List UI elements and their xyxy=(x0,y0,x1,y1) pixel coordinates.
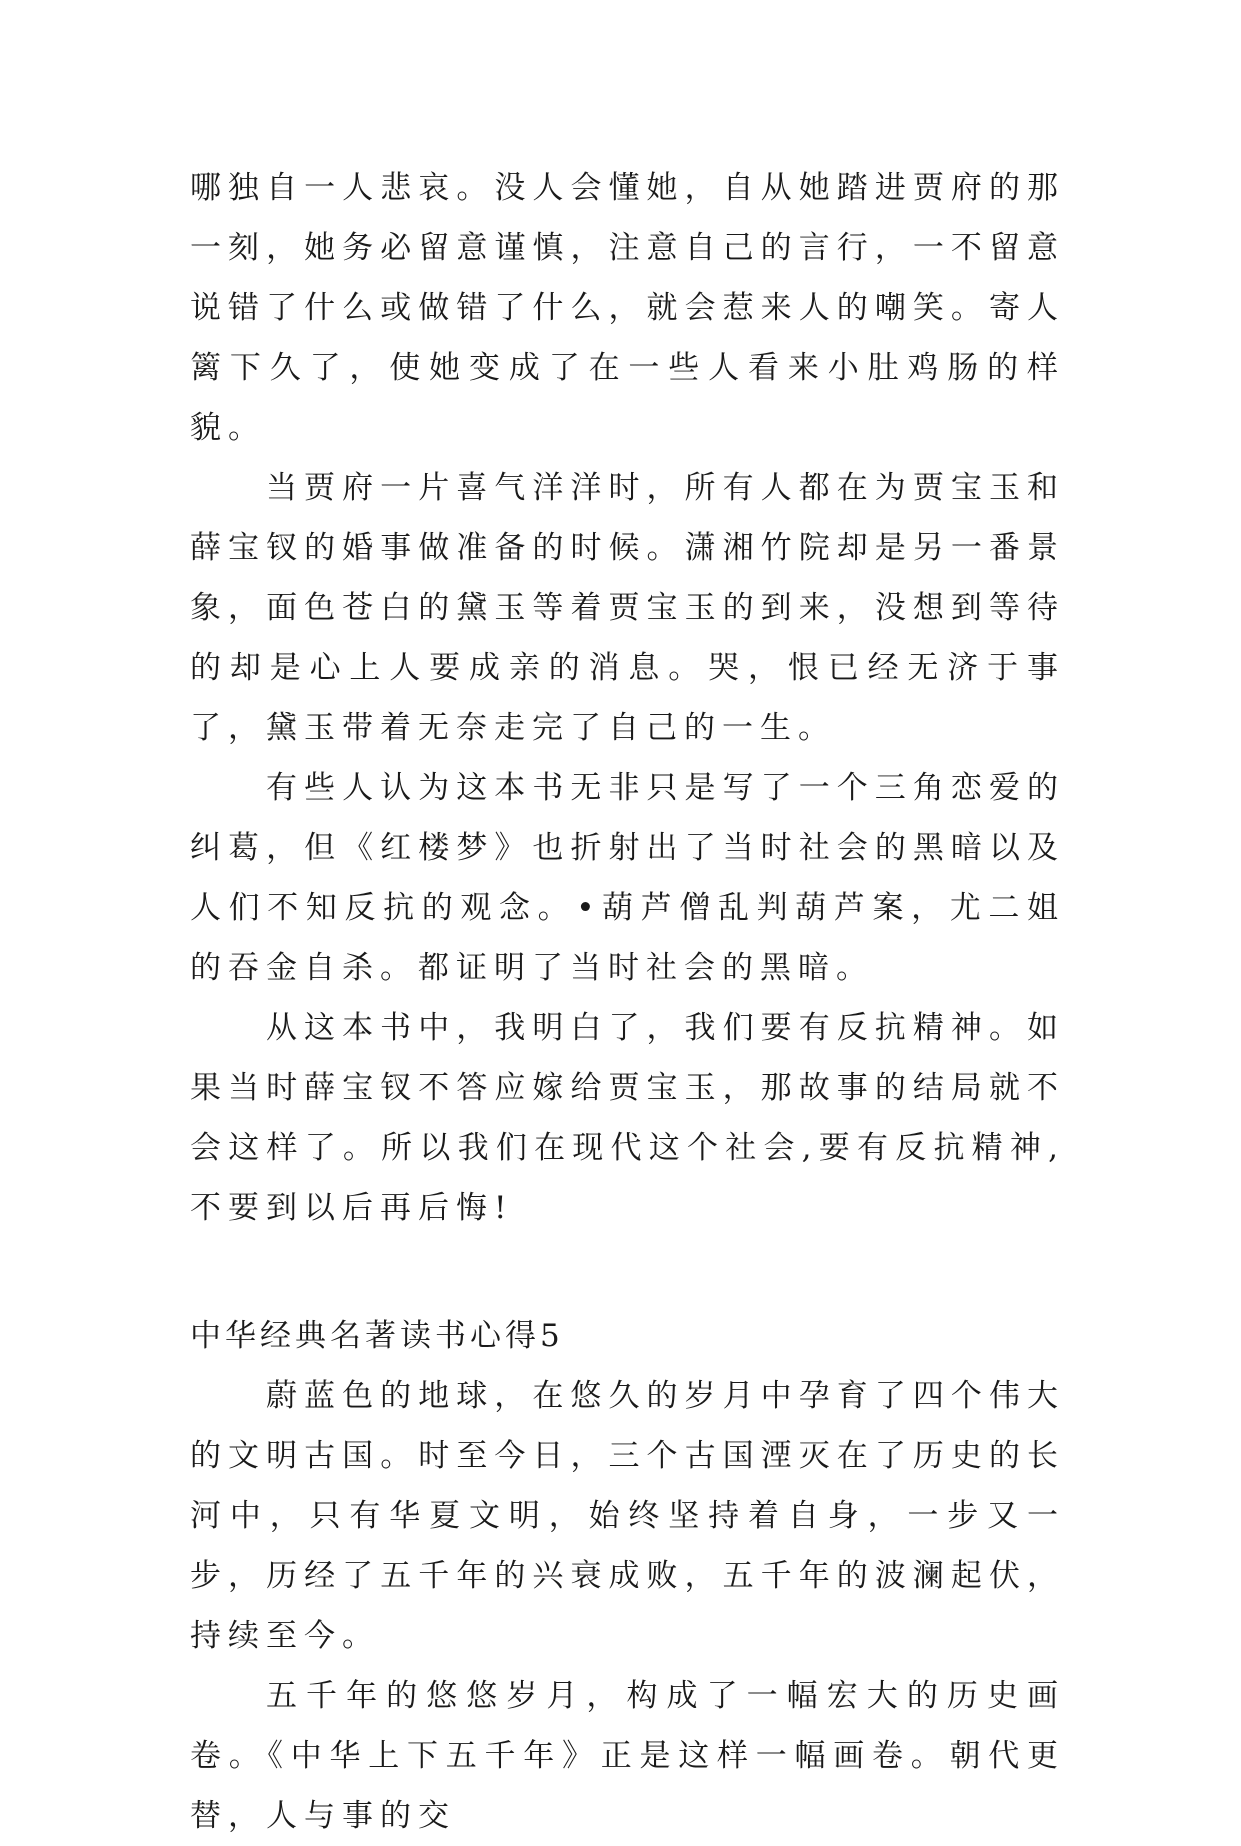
paragraph-daiyu-fate: 当贾府一片喜气洋洋时，所有人都在为贾宝玉和薛宝钗的婚事做准备的时候。潇湘竹院却是另一番景象，面色苍白的黛玉等着贾宝玉的到来，没想到等待的却是心上人要成亲的消息。哭，恨已经无济于事了，黛玉带着无奈走完了自己的一生。 xyxy=(190,470,1065,746)
paragraph-history-scroll: 五千年的悠悠岁月，构成了一幅宏大的历史画卷。《中华上下五千年》正是这样一幅画卷。朝代更替，人与事的交 xyxy=(190,1678,1065,1834)
document-body xyxy=(190,158,1065,1846)
paragraph-civilization: 蔚蓝色的地球，在悠久的岁月中孕育了四个伟大的文明古国。时至今日，三个古国湮灭在了历史的长河中，只有华夏文明，始终坚持着自身，一步又一步，历经了五千年的兴衰成败，五千年的波澜起伏，持续至今。 xyxy=(190,1378,1065,1654)
paragraph-resistance: 从这本书中，我明白了，我们要有反抗精神。如果当时薛宝钗不答应嫁给贾宝玉，那故事的结局就不会这样了。所以我们在现代这个社会,要有反抗精神,不要到以后再后悔! xyxy=(190,1010,1065,1226)
paragraph-continuation: 哪独自一人悲哀。没人会懂她，自从她踏进贾府的那一刻，她务必留意谨慎，注意自己的言行，一不留意说错了什么或做错了什么，就会惹来人的嘲笑。寄人篱下久了，使她变成了在一些人看来小肚鸡肠的样貌。 xyxy=(190,170,1065,446)
section-title: 中华经典名著读书心得5 xyxy=(190,1318,564,1354)
paragraph-social-darkness: 有些人认为这本书无非只是写了一个三角恋爱的纠葛，但《红楼梦》也折射出了当时社会的黑暗以及人们不知反抗的观念。•葫芦僧乱判葫芦案，尤二姐的吞金自杀。都证明了当时社会的黑暗。 xyxy=(190,770,1065,986)
